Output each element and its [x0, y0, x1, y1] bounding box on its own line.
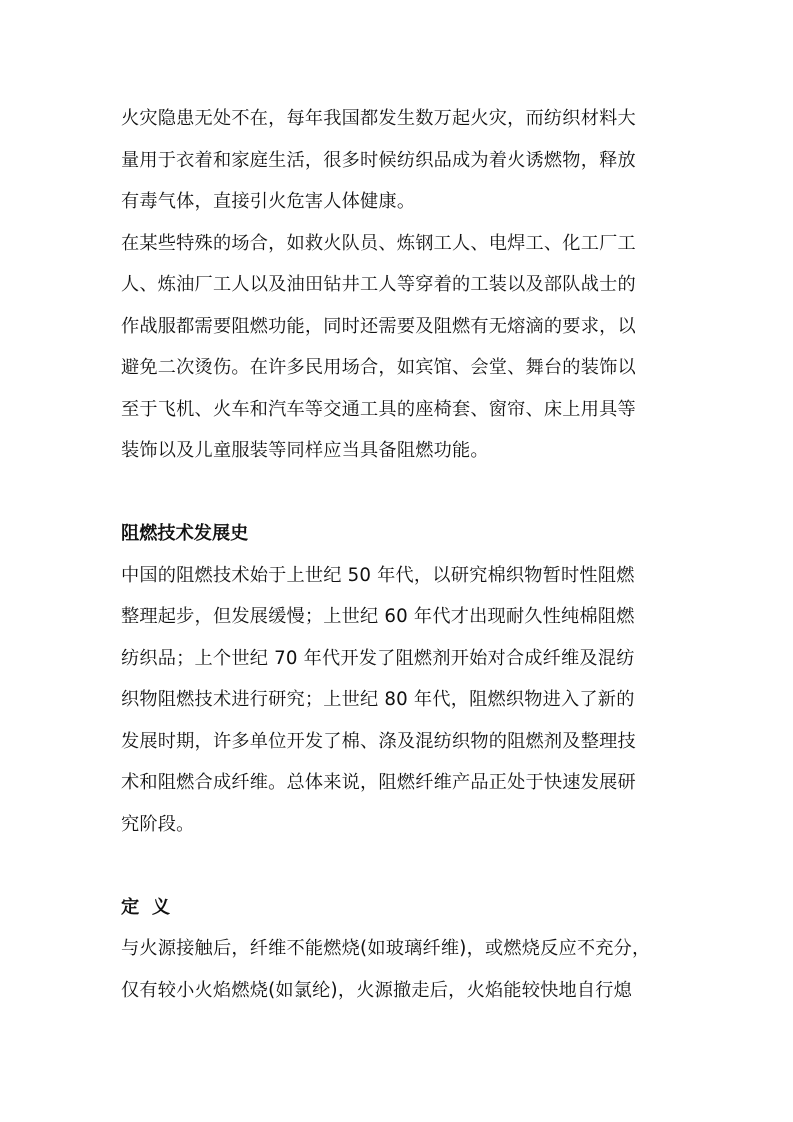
text-line: 究阶段。 — [121, 813, 195, 835]
text-line: 整理起步，但发展缓慢；上世纪 60 年代才出现耐久性纯棉阻燃 — [121, 606, 635, 627]
paragraph-spacer — [121, 472, 674, 514]
history-paragraph — [121, 555, 674, 846]
text-line: 仅有较小火焰燃烧(如氯纶)，火源撤走后，火焰能较快地自行熄 — [121, 979, 633, 1001]
intro-paragraph-2 — [121, 223, 674, 472]
text-line: 火灾隐患无处不在，每年我国都发生数万起火灾，而纺织材料大 — [121, 108, 636, 129]
text-line: 量用于衣着和家庭生活，很多时候纺织品成为着火诱燃物，释放 — [121, 149, 636, 171]
text-line: 发展时期，许多单位开发了棉、涤及混纺织物的阻燃剂及整理技 — [121, 730, 636, 752]
text-line: 中国的阻燃技术始于上世纪 50 年代，以研究棉织物暂时性阻燃 — [121, 564, 635, 586]
text-line: 术和阻燃合成纤维。总体来说，阻燃纤维产品正处于快速发展研 — [121, 772, 636, 793]
paragraph-spacer — [121, 845, 674, 887]
text-line: 有毒气体，直接引火危害人体健康。 — [121, 191, 416, 212]
text-line: 织物阻燃技术进行研究；上世纪 80 年代，阻燃织物进入了新的 — [121, 689, 635, 710]
text-line: 与火源接触后，纤维不能燃烧(如玻璃纤维)，或燃烧反应不充分， — [121, 938, 651, 959]
text-line: 至于飞机、火车和汽车等交通工具的座椅套、窗帘、床上用具等 — [121, 398, 636, 420]
text-line: 人、炼油厂工人以及油田钻井工人等穿着的工装以及部队战士的 — [121, 274, 636, 295]
document-page — [121, 98, 674, 1011]
text-line: 纺织品；上个世纪 70 年代开发了阻燃剂开始对合成纤维及混纺 — [121, 647, 635, 669]
text-line: 在某些特殊的场合，如救火队员、炼钢工人、电焊工、化工厂工 — [121, 232, 636, 254]
intro-paragraph-1 — [121, 98, 674, 223]
text-line: 装饰以及儿童服装等同样应当具备阻燃功能。 — [121, 440, 489, 461]
definition-paragraph — [121, 928, 674, 1011]
text-line: 避免二次烫伤。在许多民用场合，如宾馆、会堂、舞台的装饰以 — [121, 357, 636, 378]
text-line: 作战服都需要阻燃功能，同时还需要及阻燃有无熔滴的要求，以 — [121, 315, 636, 337]
section-heading-history: 阻燃技术发展史 — [121, 523, 249, 544]
section-heading-definition: 定 义 — [121, 896, 171, 918]
